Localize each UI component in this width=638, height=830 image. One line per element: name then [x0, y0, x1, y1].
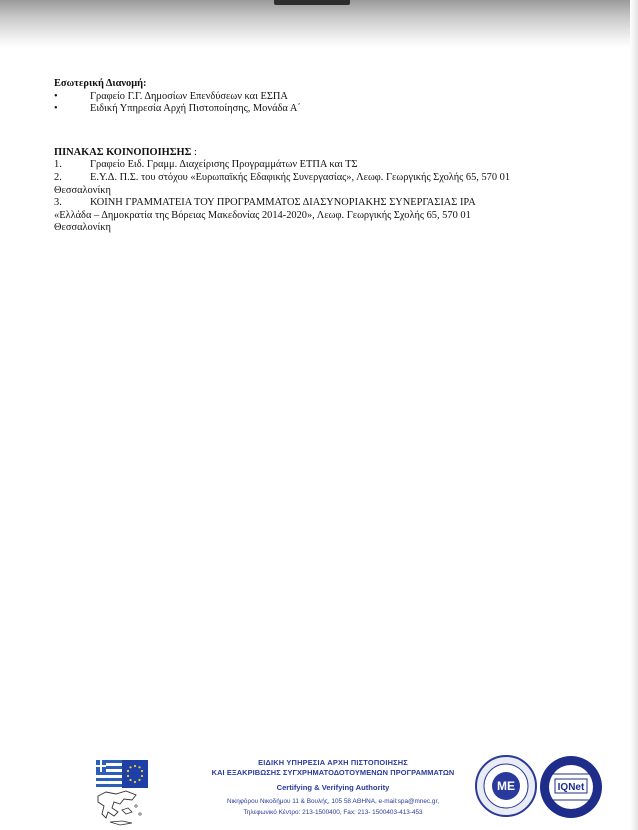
page-edge-shadow: [630, 0, 638, 830]
list-item: [54, 197, 594, 235]
letterhead-footer: [0, 748, 638, 830]
notification-table-heading-line: [54, 147, 594, 160]
seal1-label: ME: [497, 779, 515, 793]
list-item-text: Ε.Υ.Δ. Π.Σ. του στόχου «Ευρωπαϊκής Εδαφικής Συνεργασίας», Λεωφ. Γεωργικής Σχολής 65, 570 01: [90, 171, 511, 183]
internal-distribution-heading: Εσωτερική Διανομή:: [54, 78, 147, 89]
list-item-text: Γραφείο Γ.Γ. Δημοσίων Επενδύσεων και ΕΣΠΑ: [90, 90, 288, 102]
list-item: [54, 103, 594, 116]
viewer-tab-handle[interactable]: [274, 0, 350, 5]
list-item: [54, 159, 594, 172]
internal-distribution-section: [54, 78, 594, 116]
bullet: •: [54, 103, 58, 115]
list-item-continuation: Θεσσαλονίκη: [54, 184, 111, 196]
letterhead-text: [192, 758, 474, 818]
notification-table-section: [54, 147, 594, 235]
bullet: •: [54, 90, 58, 102]
iqnet-seal-icon: [538, 754, 604, 820]
item-number: 1.: [54, 159, 62, 171]
list-item: [54, 172, 594, 197]
document-body: [54, 78, 594, 235]
greece-map-icon: [92, 788, 148, 828]
list-item-text: Γραφείο Ειδ. Γραμμ. Διαχείρισης Προγραμμάτων ΕΤΠΑ και ΤΣ: [90, 159, 358, 171]
notification-table-heading: ΠΙΝΑΚΑΣ ΚΟΙΝΟΠΟΙΗΣΗΣ: [54, 146, 192, 158]
certification-seal-icon: [474, 754, 538, 818]
org-address: Νικηφόρου Νικοδήμου 11 & Βουλής, 105 58 ΑΘΗΝΑ, e-mail:spa@mnec.gr,: [227, 798, 439, 805]
viewer-top-bar: [0, 0, 638, 48]
item-number: 3.: [54, 197, 62, 209]
org-name-line1: ΕΙΔΙΚΗ ΥΠΗΡΕΣΙΑ ΑΡΧΗ ΠΙΣΤΟΠΟΙΗΣΗΣ: [258, 758, 408, 767]
list-item-text: ΚΟΙΝΗ ΓΡΑΜΜΑΤΕΙΑ ΤΟΥ ΠΡΟΓΡΑΜΜΑΤΟΣ ΔΙΑΣΥΝΟΡΙΑΚΗΣ ΣΥΝΕΡΓΑΣΙΑΣ IPA: [90, 197, 476, 209]
heading-suffix: :: [191, 146, 197, 158]
seal2-label: IQNet: [557, 782, 585, 793]
org-english-name: Certifying & Verifying Authority: [276, 783, 390, 792]
list-item-continuation: Θεσσαλονίκη: [54, 222, 111, 234]
list-item-text: Ειδική Υπηρεσία Αρχή Πιστοποίησης, Μονάδα Α΄: [90, 103, 301, 115]
list-item-continuation: «Ελλάδα – Δημοκρατία της Βόρειας Μακεδονίας 2014-2020», Λεωφ. Γεωργικής Σχολής 65, 570 01: [54, 209, 471, 221]
list-item: [54, 91, 594, 104]
org-phone: Τηλεφωνικό Κέντρο: 213-1500400, Fax: 213- 1500403-413-453: [243, 809, 423, 816]
item-number: 2.: [54, 171, 62, 183]
eu-flag-icon: [96, 760, 148, 788]
org-name-line2: ΚΑΙ ΕΞΑΚΡΙΒΩΣΗΣ ΣΥΓΧΡΗΜΑΤΟΔΟΤΟΥΜΕΝΩΝ ΠΡΟΓΡΑΜΜΑΤΩΝ: [211, 768, 455, 777]
